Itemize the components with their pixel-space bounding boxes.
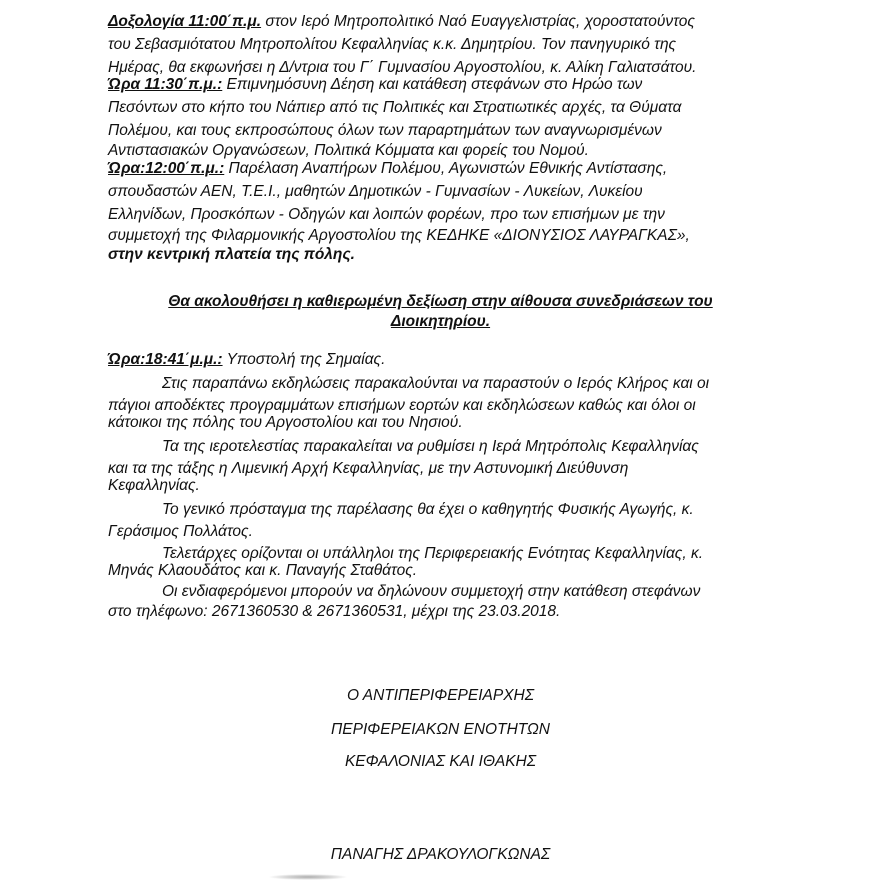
doxology-time-heading: Δοξολογία 11:00΄π.μ.: [108, 13, 262, 30]
notice-line-8: Το γενικό πρόσταγμα της παρέλασης θα έχει ο καθηγητής Φυσικής Αγωγής, κ.: [162, 501, 694, 518]
flag-time-heading: Ώρα:18:41΄μ.μ.:: [108, 351, 223, 368]
parade-text: Παρέλαση Αναπήρων Πολέμου, Αγωνιστών Εθνικής Αντίστασης,: [224, 160, 668, 177]
notice-line-5: Τα της ιεροτελεστίας παρακαλείται να ρυθμίσει η Ιερά Μητρόπολις Κεφαλληνίας: [162, 438, 699, 455]
signature-title-3: ΚΕΦΑΛΟΝΙΑΣ ΚΑΙ ΙΘΑΚΗΣ: [344, 753, 537, 770]
memorial-line-1: [108, 76, 642, 94]
parade-line-4: συμμετοχή της Φιλαρμονικής Αργοστολίου της ΚΕΔΗΚΕ «ΔΙΟΝΥΣΙΟΣ ΛΑΥΡΑΓΚΑΣ»,: [108, 227, 690, 244]
parade-line-3: Ελληνίδων, Προσκόπων - Οδηγών και λοιπών φορέων, προ των επισήμων με την: [108, 206, 665, 223]
doxology-line-2: του Σεβασμιότατου Μητροπολίτου Κεφαλληνίας κ.κ. Δημητρίου. Τον πανηγυρικό της: [108, 36, 677, 53]
scan-artifact: [268, 874, 348, 880]
notice-line-12: Οι ενδιαφερόμενοι μπορούν να δηλώνουν συμμετοχή στην κατάθεση στεφάνων: [162, 583, 701, 600]
signature-title-1: Ο ΑΝΤΙΠΕΡΙΦΕΡΕΙΑΡΧΗΣ: [346, 687, 535, 704]
notice-line-7: Κεφαλληνίας.: [108, 477, 200, 494]
parade-time-heading: Ώρα:12:00΄π.μ.:: [108, 160, 225, 177]
notice-line-4: κάτοικοι της πόλης του Αργοστολίου και του Νησιού.: [108, 414, 463, 431]
notice-line-2: Στις παραπάνω εκδηλώσεις παρακαλούνται να παραστούν ο Ιερός Κλήρος και οι: [162, 375, 710, 392]
memorial-time-heading: Ώρα 11:30΄π.μ.:: [108, 76, 223, 93]
reception-line-1: Θα ακολουθήσει η καθιερωμένη δεξίωση στην αίθουσα συνεδριάσεων του: [168, 293, 713, 310]
parade-line-2: σπουδαστών ΑΕΝ, Τ.Ε.Ι., μαθητών Δημοτικών - Γυμνασίων - Λυκείων, Λυκείου: [108, 183, 643, 200]
memorial-line-3: Πολέμου, και τους εκπροσώπους όλων των παραρτημάτων των αναγνωρισμένων: [108, 122, 662, 139]
notice-line-10: Τελετάρχες ορίζονται οι υπάλληλοι της Περιφερειακής Ενότητας Κεφαλληνίας, κ.: [162, 545, 703, 562]
signature-title-2: ΠΕΡΙΦΕΡΕΙΑΚΩΝ ΕΝΟΤΗΤΩΝ: [331, 721, 550, 738]
memorial-line-4: Αντιστασιακών Οργανώσεων, Πολιτικά Κόμματα και φορείς του Νομού.: [108, 142, 589, 159]
signature-name: ΠΑΝΑΓΗΣ ΔΡΑΚΟΥΛΟΓΚΩΝΑΣ: [330, 846, 551, 863]
notice-line-13: στο τηλέφωνο: 2671360530 & 2671360531, μέχρι της 23.03.2018.: [108, 603, 561, 620]
memorial-line-2: Πεσόντων στο κήπο του Νάπιερ από τις Πολιτικές και Στρατιωτικές αρχές, τα Θύματα: [108, 99, 682, 116]
notice-line-6: και τα της τάξης η Λιμενική Αρχή Κεφαλληνίας, με την Αστυνομική Διεύθυνση: [108, 460, 629, 477]
flag-line-1: [108, 351, 385, 369]
notice-line-3: πάγιοι αποδέκτες προγραμμάτων επισήμων εορτών και εκδηλώσεων καθώς και όλοι οι: [108, 397, 696, 414]
reception-line-2: Διοικητηρίου.: [390, 313, 491, 330]
memorial-text: Επιμνημόσυνη Δέηση και κατάθεση στεφάνων στο Ηρώο των: [222, 76, 643, 93]
notice-line-9: Γεράσιμος Πολλάτος.: [108, 523, 253, 540]
doxology-line-1: [108, 13, 695, 31]
parade-line-5: στην κεντρική πλατεία της πόλης.: [108, 246, 355, 263]
parade-line-1: [108, 160, 667, 178]
doxology-text: στον Ιερό Μητροπολιτικό Ναό Ευαγγελιστρίας, χοροστατούντος: [261, 13, 695, 30]
doxology-line-3: Ημέρας, θα εκφωνήσει η Δ/ντρια του Γ΄ Γυμνασίου Αργοστολίου, κ. Αλίκη Γαλιατσάτου.: [108, 59, 697, 76]
notice-line-11: Μηνάς Κλαουδάτος και κ. Παναγής Σταθάτος.: [108, 562, 418, 579]
flag-text: Υποστολή της Σημαίας.: [222, 351, 386, 368]
